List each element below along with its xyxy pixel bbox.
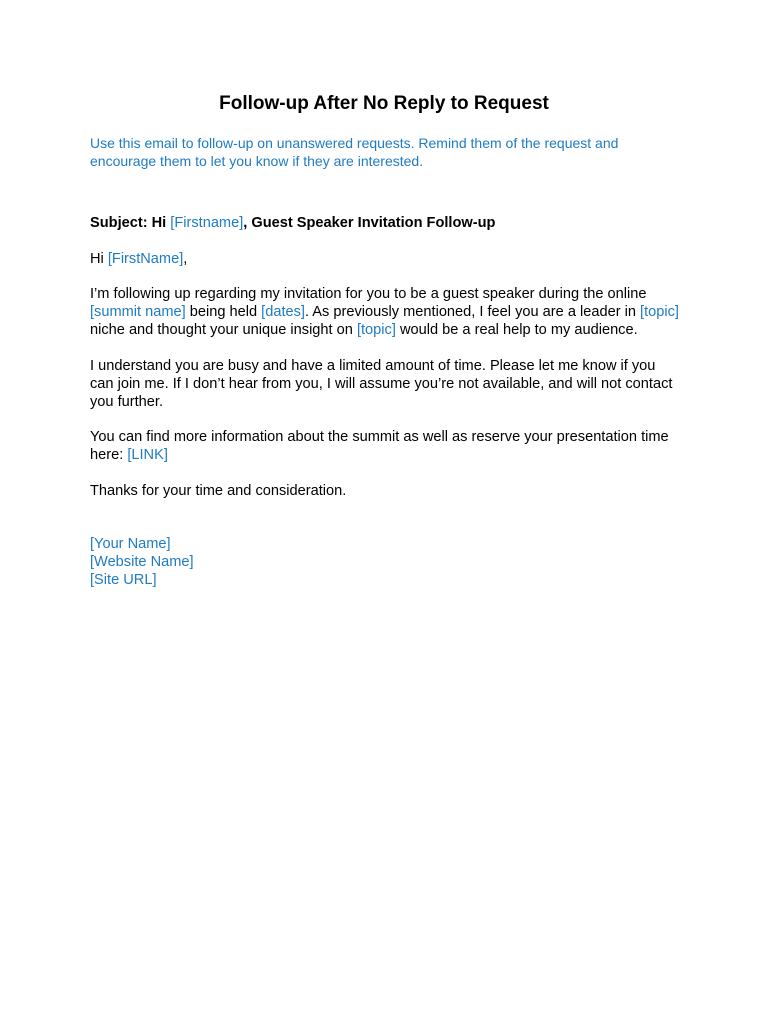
greeting-comma: ,: [183, 250, 188, 267]
paragraph3-text: You can find more information about the summit as well as reserve your presentation time here:: [90, 429, 669, 463]
paragraph1-text-1: I’m following up regarding my invitation for you to be a guest speaker during the online: [90, 286, 647, 302]
greeting: [90, 250, 680, 268]
subject-line: [90, 214, 680, 232]
signature-website-placeholder: [Website Name]: [90, 553, 194, 570]
signature-name-placeholder: [Your Name]: [90, 535, 171, 552]
link-placeholder: [LINK]: [127, 447, 168, 463]
greeting-firstname-placeholder: [FirstName]: [107, 250, 184, 267]
dates-placeholder: [dates]: [261, 304, 305, 320]
paragraph1-text-4: niche and thought your unique insight on: [90, 322, 357, 338]
signature-url-placeholder: [Site URL]: [90, 571, 157, 588]
instructions-text: Use this email to follow-up on unanswered requests. Remind them of the request and encourage them to let you know if they are interested.: [90, 135, 619, 169]
topic-placeholder-1: [topic]: [640, 304, 679, 320]
subject-prefix: Subject: Hi: [90, 215, 171, 231]
signature-block: [90, 535, 680, 589]
paragraph1-text-3: . As previously mentioned, I feel you are a leader in: [304, 304, 641, 320]
paragraph1-text-2: being held: [185, 304, 262, 320]
paragraph-availability: I understand you are busy and have a limited amount of time. Please let me know if you can join me. If I don’t hear from you, I will assume you’re not available, and will not contact you further.: [90, 357, 673, 410]
paragraph1-text-5: would be a real help to my audience.: [395, 322, 638, 338]
summit-name-placeholder: [summit name]: [90, 304, 186, 320]
document-body: [90, 134, 680, 589]
paragraph-more-info: [90, 428, 680, 464]
subject-suffix: , Guest Speaker Invitation Follow-up: [243, 215, 496, 231]
document-title: Follow-up After No Reply to Request: [219, 93, 549, 114]
paragraph-invitation: [90, 285, 680, 339]
topic-placeholder-2: [topic]: [356, 322, 396, 338]
greeting-hi: Hi: [90, 250, 108, 267]
subject-firstname-placeholder: [Firstname]: [170, 215, 244, 231]
closing-line: Thanks for your time and consideration.: [90, 482, 347, 499]
